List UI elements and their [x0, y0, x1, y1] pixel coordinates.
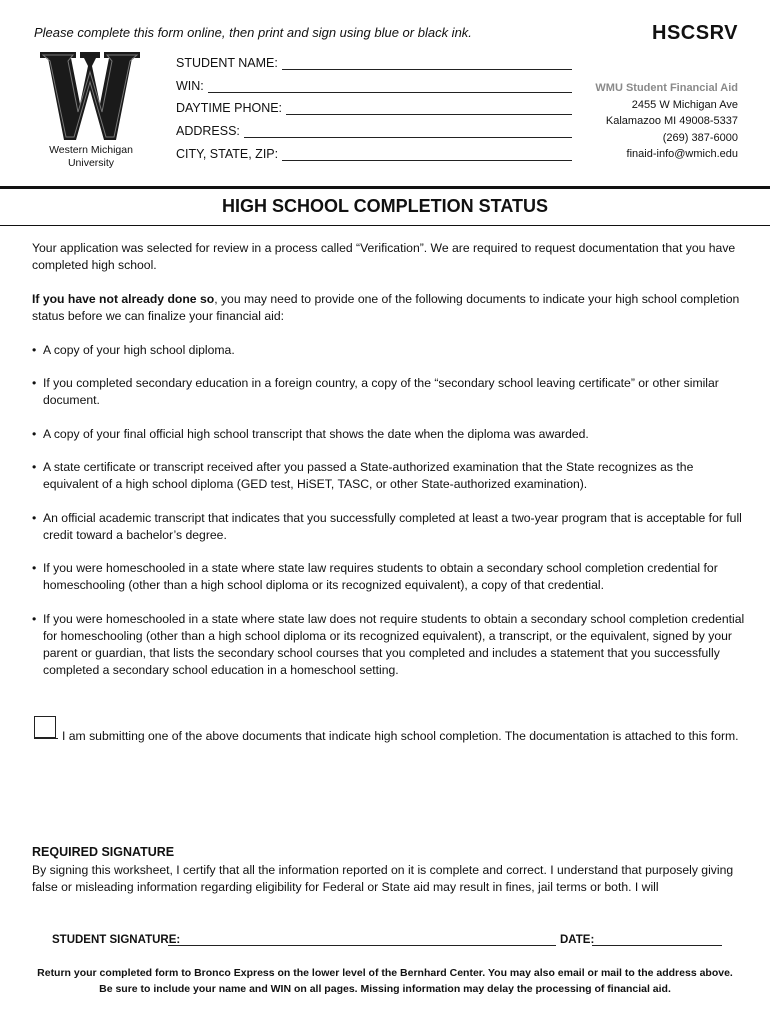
student-signature-label: STUDENT SIGNATURE:	[52, 934, 181, 946]
bullet-text: A copy of your final official high school transcript that shows the date when the diploma was awarded.	[43, 427, 589, 441]
footer-line1: Return your completed form to Bronco Express on the lower level of the Bernhard Center. You may also email or mail to the address above.	[37, 967, 733, 979]
page-title: HIGH SCHOOL COMPLETION STATUS	[221, 196, 548, 216]
wmu-logo	[40, 52, 140, 140]
address-line[interactable]	[244, 126, 572, 138]
required-signature-heading: REQUIRED SIGNATURE	[32, 845, 175, 859]
form-instruction: Please complete this form online, then print and sign using blue or black ink.	[34, 25, 472, 40]
student-name-label: STUDENT NAME:	[176, 56, 278, 70]
list-item	[32, 560, 748, 594]
office-phone: (269) 387-6000	[662, 131, 738, 144]
daytime-phone-line[interactable]	[286, 103, 572, 115]
student-name-field[interactable]	[176, 56, 572, 70]
bullet-dot: •	[32, 376, 37, 390]
date-line[interactable]	[592, 945, 722, 946]
city-state-zip-label: CITY, STATE, ZIP:	[176, 147, 279, 161]
win-label: WIN:	[176, 79, 204, 93]
daytime-phone-field[interactable]	[176, 101, 572, 115]
footer-line2: Be sure to include your name and WIN on all pages. Missing information may delay the processing of financial aid.	[99, 983, 671, 995]
form-code: HSCSRV	[652, 22, 738, 44]
title-rule-bottom	[0, 225, 770, 226]
bullet-text: A copy of your high school diploma.	[43, 343, 235, 357]
office-street: 2455 W Michigan Ave	[631, 98, 738, 111]
university-name	[26, 144, 156, 170]
completion-checkbox[interactable]	[34, 716, 56, 738]
student-name-line[interactable]	[282, 58, 572, 70]
bullet-text: A state certificate or transcript received after you passed a State-authorized examination that the State recognizes as the equivalent of a high school diploma (GED test, HiSET, TASC, or other State-authorized examination).	[43, 460, 694, 491]
win-field[interactable]	[176, 79, 572, 93]
office-name: WMU Student Financial Aid	[595, 82, 738, 94]
student-signature-line[interactable]	[168, 945, 556, 946]
list-item	[32, 611, 748, 679]
win-line[interactable]	[208, 81, 572, 93]
title-rule-top	[0, 186, 770, 189]
bullet-dot: •	[32, 343, 37, 357]
list-item	[32, 426, 748, 443]
bullet-dot: •	[32, 511, 37, 525]
bullet-dot: •	[32, 612, 37, 626]
list-item	[32, 375, 748, 409]
bullet-text: If you completed secondary education in a foreign country, a copy of the “secondary school leaving certificate” or other similar document.	[43, 376, 719, 407]
lead-bold: If you have not already done so	[32, 292, 215, 306]
lead-rest: , you may need to provide one of the following documents to indicate your high school completion status before we can finalize your financial aid:	[32, 292, 740, 323]
bullet-dot: •	[32, 427, 37, 441]
bullet-dot: •	[32, 561, 37, 575]
list-item	[32, 510, 748, 544]
city-state-zip-line[interactable]	[282, 149, 572, 161]
bullet-dot: •	[32, 460, 37, 474]
date-label: DATE:	[560, 934, 595, 946]
office-email: finaid-info@wmich.edu	[626, 148, 738, 160]
daytime-phone-label: DAYTIME PHONE:	[176, 101, 283, 115]
list-item	[32, 459, 748, 493]
list-item	[32, 342, 748, 359]
checkbox-underline	[34, 738, 58, 739]
bullet-text: If you were homeschooled in a state where state law does not require students to obtain a secondary school completion credential for homeschooling (other than a high school diploma or its recognized equivalent), a transcript, or the equivalent, signed by your parent or guardian, that lists the secondary school courses that you completed and includes a statement that you successfully completed a secondary school education in a homeschool setting.	[43, 612, 745, 677]
university-line2: University	[67, 157, 115, 169]
university-line1: Western Michigan	[49, 144, 133, 156]
city-state-zip-field[interactable]	[176, 147, 572, 161]
bullet-text: If you were homeschooled in a state where state law requires students to obtain a secondary school completion credential for homeschooling (other than a high school diploma or its recognized equivalent), a copy of that credential.	[43, 561, 718, 592]
certification-statement: By signing this worksheet, I certify that all the information reported on it is complete and correct. I understand that purposely giving false or misleading information regarding eligibility for Federal or State aid may result in fines, jail terms or both. I will	[32, 863, 734, 894]
intro-paragraph: Your application was selected for review in a process called “Verification”. We are required to request documentation that you have completed high school.	[32, 241, 736, 272]
bullet-text: An official academic transcript that indicates that you successfully completed at least a two-year program that is acceptable for full credit toward a bachelor’s degree.	[43, 511, 742, 542]
lead-paragraph	[32, 291, 748, 325]
address-field[interactable]	[176, 124, 572, 138]
office-contact	[538, 80, 738, 163]
office-city: Kalamazoo MI 49008-5337	[605, 115, 738, 127]
address-label: ADDRESS:	[176, 124, 240, 138]
checkbox-label: I am submitting one of the above documents that indicate high school completion. The documentation is attached to this form.	[62, 729, 739, 743]
